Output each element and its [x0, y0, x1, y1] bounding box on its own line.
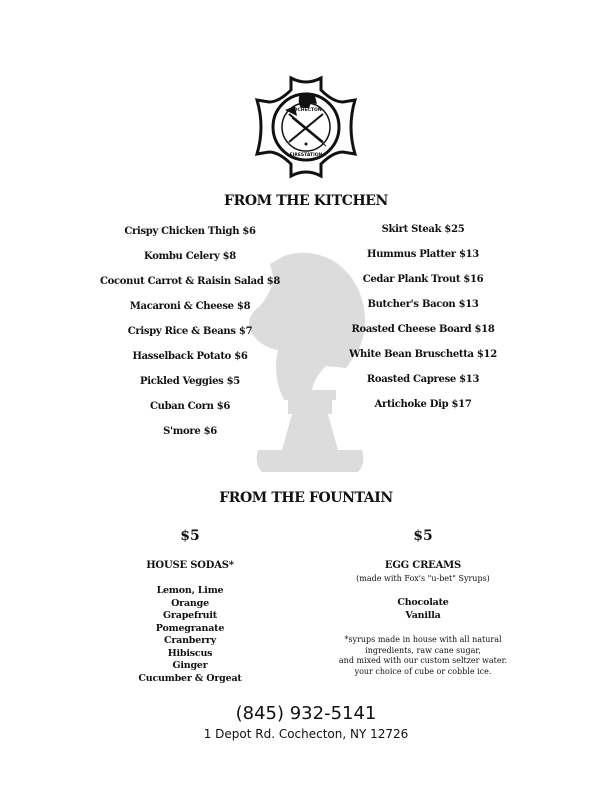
menu-item: Coconut Carrot & Raisin Salad $8 — [99, 276, 281, 287]
menu-item: Hummus Platter $13 — [367, 249, 479, 260]
menu-item: Pickled Veggies $5 — [140, 376, 240, 387]
kitchen-left-column — [85, 225, 295, 450]
fountain-section-title: FROM THE FOUNTAIN — [219, 490, 393, 506]
footnote-line: and mixed with our custom seltzer water. — [338, 656, 508, 665]
menu-item: Butcher's Bacon $13 — [367, 299, 479, 310]
list-item: Chocolate — [397, 597, 449, 608]
egg-creams-price: $5 — [413, 528, 433, 544]
kitchen-section-title: FROM THE KITCHEN — [224, 193, 388, 209]
sodas-price: $5 — [180, 528, 200, 544]
list-item: Orange — [171, 597, 209, 609]
menu-item: Skirt Steak $25 — [381, 224, 465, 235]
list-item: Hibiscus — [167, 647, 213, 659]
list-item: Grapefruit — [163, 610, 217, 621]
footnote-line: ingredients, raw cane sugar, — [365, 645, 481, 655]
menu-item: Cuban Corn $6 — [149, 401, 231, 412]
menu-item: Roasted Cheese Board $18 — [351, 324, 495, 335]
kitchen-right-column — [318, 223, 528, 423]
egg-cream-flavor-list — [313, 597, 533, 622]
menu-item: Crispy Chicken Thigh $6 — [124, 226, 256, 237]
list-item: Cranberry — [163, 635, 217, 646]
syrup-footnote — [313, 635, 533, 677]
menu-item: White Bean Bruschetta $12 — [349, 349, 497, 360]
house-sodas-title: HOUSE SODAS* — [146, 560, 234, 571]
street-address: 1 Depot Rd. Cochecton, NY 12726 — [203, 727, 409, 741]
menu-item: S'more $6 — [163, 426, 217, 437]
list-item: Cucumber & Orgeat — [138, 672, 242, 684]
menu-item: Crispy Rice & Beans $7 — [127, 326, 253, 337]
maltese-cross-fire-badge-icon — [257, 78, 355, 176]
soda-flavor-list — [80, 585, 300, 685]
list-item: Vanilla — [405, 609, 441, 621]
footnote-line: *syrups made in house with all natural — [344, 635, 502, 644]
menu-item: Kombu Celery $8 — [144, 251, 236, 262]
phone-number: (845) 932-5141 — [235, 703, 377, 724]
egg-creams-note: (made with Fox's "u-bet" Syrups) — [356, 574, 490, 583]
firestation-logo — [251, 72, 361, 182]
menu-item: Artichoke Dip $17 — [374, 399, 472, 410]
logo-top-text: COCHECTON — [290, 108, 322, 113]
menu-item: Macaroni & Cheese $8 — [129, 301, 251, 312]
list-item: Pomegranate — [155, 622, 225, 634]
menu-item: Roasted Caprese $13 — [366, 374, 480, 385]
list-item: Lemon, Lime — [156, 585, 224, 596]
menu-item: Cedar Plank Trout $16 — [362, 274, 484, 285]
logo-bottom-text: FIRESTATION — [289, 153, 323, 158]
footnote-line: your choice of cube or cobble ice. — [354, 666, 492, 676]
menu-item: Hasselback Potato $6 — [132, 351, 248, 362]
list-item: Ginger — [172, 660, 208, 671]
egg-creams-title: EGG CREAMS — [384, 560, 462, 571]
